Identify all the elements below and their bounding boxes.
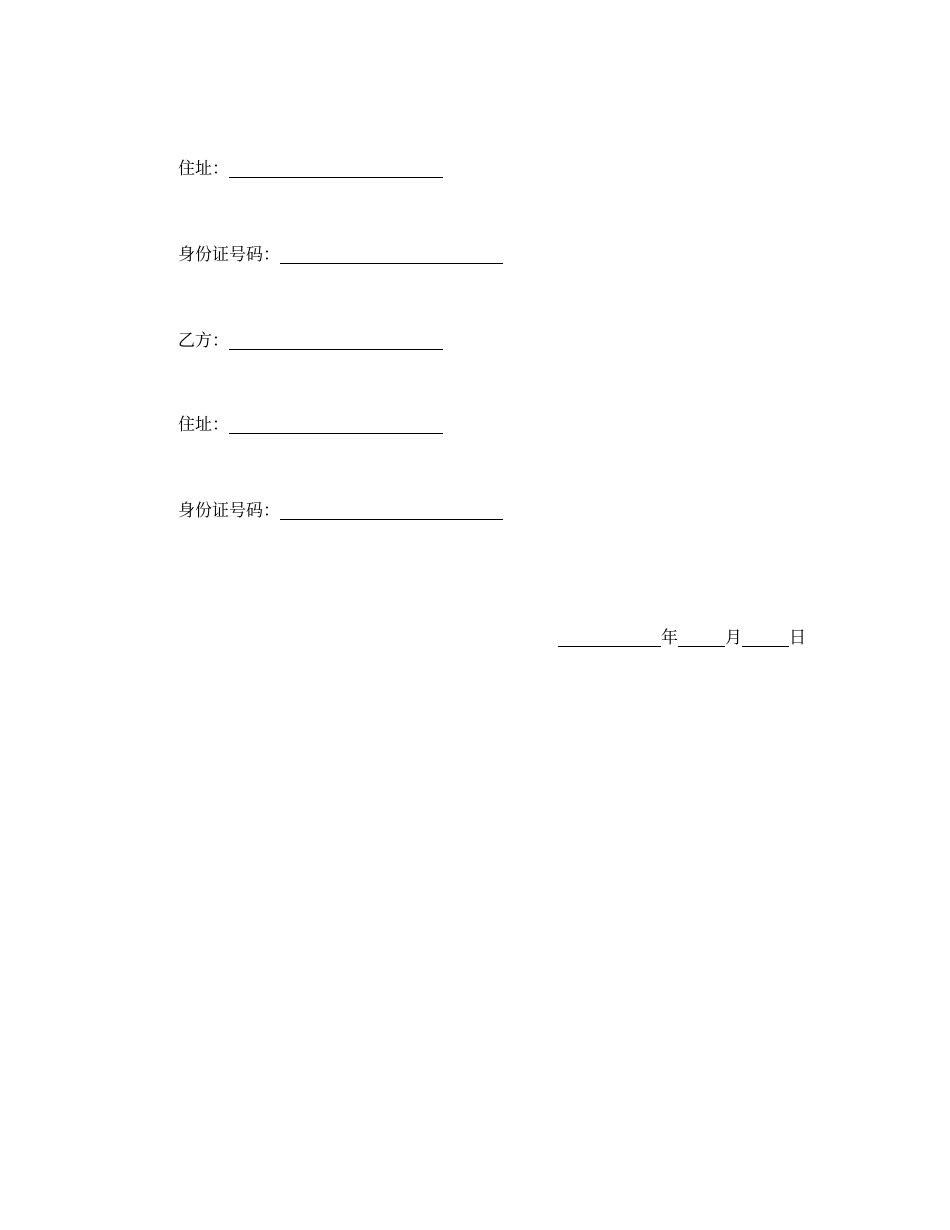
party-b-address-row	[178, 411, 443, 435]
year-label: 年	[661, 628, 678, 648]
party-a-address-label: 住址：	[178, 159, 229, 179]
party-a-id-blank[interactable]	[280, 245, 503, 264]
party-b-label: 乙方：	[178, 331, 229, 351]
month-label: 月	[725, 628, 742, 648]
party-b-row	[178, 327, 443, 351]
party-a-address-row	[178, 155, 443, 179]
signature-date-row	[558, 624, 806, 648]
party-b-address-blank[interactable]	[229, 415, 443, 434]
party-b-id-blank[interactable]	[280, 501, 503, 520]
day-blank[interactable]	[742, 628, 789, 647]
party-a-id-row	[178, 241, 503, 265]
party-b-address-label: 住址：	[178, 415, 229, 435]
party-b-id-label: 身份证号码：	[178, 501, 280, 521]
party-b-id-row	[178, 497, 503, 521]
month-blank[interactable]	[678, 628, 725, 647]
day-label: 日	[789, 628, 806, 648]
party-b-name-blank[interactable]	[229, 331, 443, 350]
year-blank[interactable]	[558, 628, 661, 647]
party-a-address-blank[interactable]	[229, 159, 443, 178]
party-a-id-label: 身份证号码：	[178, 245, 280, 265]
